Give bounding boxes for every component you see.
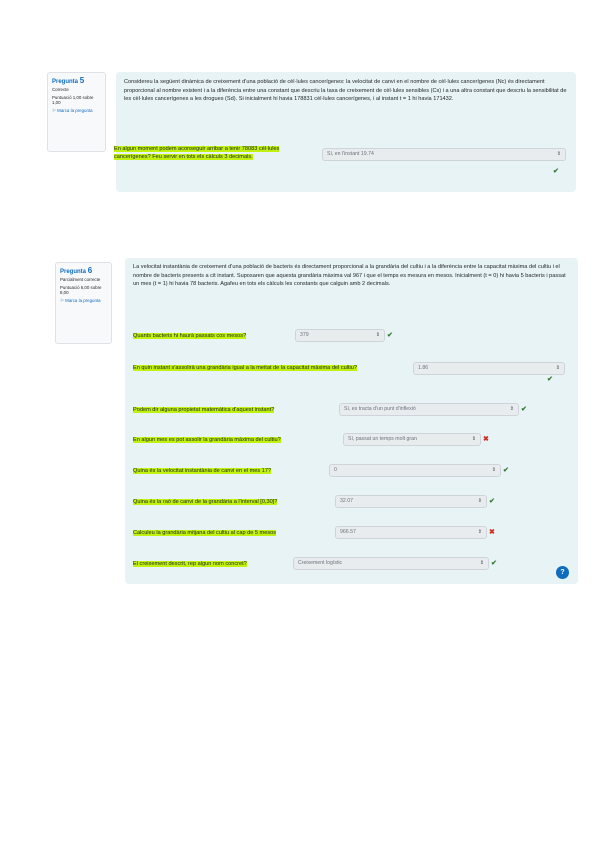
flag-question-link[interactable]: ⚐ Marca la pregunta <box>60 297 101 303</box>
question-prompt: En algun mes es pot assolir la grandària màxima del cultiu? <box>133 437 281 443</box>
select-arrows-icon: ⇕ <box>509 406 514 412</box>
help-button[interactable]: ? <box>556 566 569 579</box>
incorrect-cross-icon: ✖ <box>489 529 495 536</box>
question-prompt: En algun moment podem aconseguir arribar a tenir 78083 cèl·lules cancerígenes? Feu servir en tots els càlculs 3 decimals. <box>114 146 280 161</box>
question-state: Correcte <box>52 87 69 92</box>
question-prompt: Quina és la raó de canvi de la grandària a l'interval [0,30]? <box>133 499 278 505</box>
question-6-info <box>55 262 112 344</box>
select-arrows-icon: ⇕ <box>477 498 482 504</box>
question-state: Parcialment correcte <box>60 277 101 282</box>
question-5-info <box>47 72 106 152</box>
answer-select[interactable]: Sí, passat un temps molt gran ⇕ <box>343 433 481 446</box>
answer-select[interactable]: Creixement logístic ⇕ <box>293 557 489 570</box>
correct-check-icon: ✔ <box>547 376 553 383</box>
question-number: Pregunta 6 <box>60 266 93 275</box>
correct-check-icon: ✔ <box>387 332 393 339</box>
select-arrows-icon: ⇕ <box>555 365 560 371</box>
select-arrows-icon: ⇕ <box>375 332 380 338</box>
answer-select[interactable]: 0 ⇕ <box>329 464 501 477</box>
question-prompt: Quina és la velocitat instantània de canvi en el mes 17? <box>133 468 272 474</box>
correct-check-icon: ✔ <box>553 168 559 175</box>
correct-check-icon: ✔ <box>491 560 497 567</box>
select-arrows-icon: ⇕ <box>471 436 476 442</box>
answer-select[interactable]: 32.07 ⇕ <box>335 495 487 508</box>
flag-icon: ⚐ <box>60 297 64 303</box>
question-text: Considereu la següent dinàmica de creixement d'una població de cèl·lules cancerígenes: la velocitat de canvi en el nombre de cèl·lules cancerígenes (Nc) és directament proporcional al nombre existent i a la diferència entre una constant que descriu la taxa de creixement de cèl·lules sensibles (Cs) i a una altra constant que descriu la sensibilitat de les cèl·lules cancerígenes a les drogues (Sd). Si inicialment hi havia 178831 cèl·lules cancerígenes, i al instant t = 1 hi havia 171432. <box>124 79 567 103</box>
select-arrows-icon: ⇕ <box>479 560 484 566</box>
select-arrows-icon: ⇕ <box>477 529 482 535</box>
question-number: Pregunta 5 <box>52 76 85 85</box>
question-prompt: Quants bacteris hi haurà passats cos mesos? <box>133 333 247 339</box>
correct-check-icon: ✔ <box>503 467 509 474</box>
question-text: La velocitat instantània de creixement d'una població de bacteris és directament proporcional a la grandària del cultiu i a la diferència entre la capacitat màxima del cultiu i el nombre de bacteris presents a cit instant. Suposaren que aquesta grandària màxima val 967 i que el temps es mesura en mesos. Inicialment (t = 0) hi havia 5 bacteris i passat un mes (t = 1) hi havia 78 bacteris. Agafeu en tots els càlculs les constants que calguin amb 2 decimals. <box>133 264 566 288</box>
answer-select[interactable]: 379 ⇕ <box>295 329 385 342</box>
answer-select[interactable]: Sí, en l'instant 19.74 ⇕ <box>322 148 566 161</box>
question-5-content <box>116 72 576 192</box>
correct-check-icon: ✔ <box>521 406 527 413</box>
question-grade: Puntuació 1,00 sobre 1,00 <box>52 94 94 105</box>
select-arrows-icon: ⇕ <box>491 467 496 473</box>
select-arrows-icon: ⇕ <box>556 151 561 157</box>
question-prompt: Podem dir alguna propietat matemàtica d'aquest instant? <box>133 407 275 413</box>
answer-select[interactable]: 966.57 ⇕ <box>335 526 487 539</box>
question-prompt: Calculeu la grandària mitjana del cultiu al cap de 5 mesos <box>133 530 277 536</box>
answer-select[interactable]: Sí, es tracta d'un punt d'inflexió ⇕ <box>339 403 519 416</box>
flag-icon: ⚐ <box>52 107 56 113</box>
question-prompt: En quin instant s'assolirà una grandària igual a la meitat de la capacitat màxima del cultiu? <box>133 365 358 371</box>
question-grade: Puntuació 6,00 sobre 8,00 <box>60 284 102 295</box>
correct-check-icon: ✔ <box>489 498 495 505</box>
question-prompt: El creixement descrit, rep algun nom concret? <box>133 561 247 567</box>
flag-question-link[interactable]: ⚐ Marca la pregunta <box>52 107 93 113</box>
incorrect-cross-icon: ✖ <box>483 436 489 443</box>
answer-select[interactable]: 1.86 ⇕ <box>413 362 565 375</box>
question-6-content <box>125 258 578 584</box>
